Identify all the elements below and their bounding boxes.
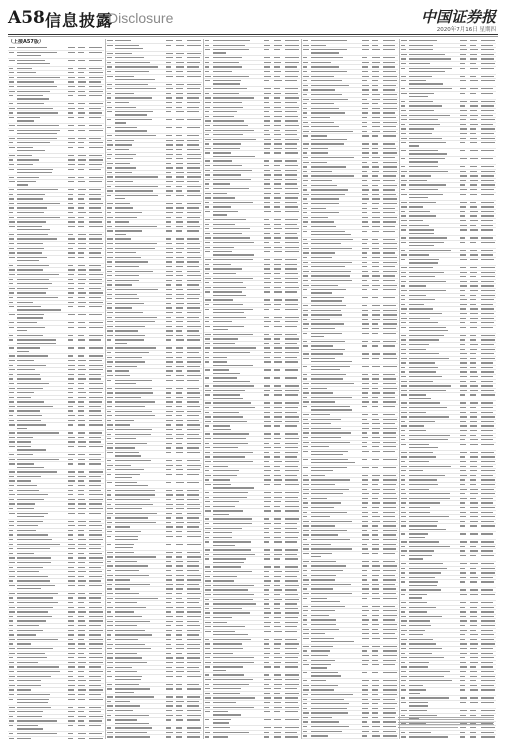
column-divider (301, 39, 302, 739)
table-row (8, 129, 104, 137)
table-row (8, 59, 104, 67)
table-row (8, 305, 104, 313)
table-column (400, 39, 496, 739)
table-row (8, 698, 104, 706)
table-row (204, 79, 300, 87)
notice-line (398, 724, 494, 725)
table-row (400, 524, 496, 532)
table-row (400, 593, 496, 601)
table-row (106, 75, 202, 83)
table-row (8, 256, 104, 264)
header-rule-thin (8, 36, 498, 37)
table-row (302, 365, 398, 373)
table-row (302, 288, 398, 296)
notice-line (398, 727, 458, 728)
table-row (106, 338, 202, 346)
table-row (106, 735, 202, 739)
table-row (204, 483, 300, 491)
table-row (8, 313, 104, 321)
table-row (204, 368, 300, 376)
table-row (400, 228, 496, 236)
table-column (204, 39, 300, 739)
table-row (8, 116, 104, 124)
table-row (204, 540, 300, 548)
table-row (400, 258, 496, 266)
table-row (8, 94, 104, 102)
table-row (302, 296, 398, 304)
page-number: A58 (8, 8, 45, 28)
table-row (400, 735, 496, 739)
column-divider (105, 39, 106, 739)
table-row (204, 308, 300, 316)
table-row (302, 637, 398, 645)
table-row (8, 346, 104, 354)
table-row (106, 118, 202, 126)
header-rule (8, 34, 498, 35)
table-row (8, 584, 104, 592)
table-row (400, 701, 496, 709)
table-row (400, 326, 496, 334)
table-row (106, 126, 202, 134)
continuation-label: （上接A57版） (8, 39, 44, 45)
table-row (400, 67, 496, 75)
table-row (106, 379, 202, 387)
table-row (8, 326, 104, 334)
masthead (8, 6, 498, 34)
table-row (400, 580, 496, 588)
table-row (204, 665, 300, 673)
table-row (302, 552, 398, 560)
table-row (400, 532, 496, 540)
table-row (204, 718, 300, 726)
table-row (204, 393, 300, 401)
table-row (106, 687, 202, 695)
table-row (204, 376, 300, 384)
table-row (400, 393, 496, 401)
table-row (106, 229, 202, 237)
table-row (302, 357, 398, 365)
disclosure-table (8, 39, 498, 739)
table-row (204, 360, 300, 368)
table-row (8, 512, 104, 520)
table-row (8, 445, 104, 453)
table-column (8, 39, 104, 739)
table-row (400, 92, 496, 100)
table-row (302, 344, 398, 352)
table-row (302, 458, 398, 466)
table-row (204, 210, 300, 218)
table-row (8, 146, 104, 154)
table-row (106, 543, 202, 551)
table-row (302, 466, 398, 474)
table-row (106, 535, 202, 543)
table-row (204, 48, 300, 56)
notice-line (398, 717, 494, 718)
newspaper-logo: 中国证券报 (420, 8, 496, 26)
table-row (204, 290, 300, 298)
table-row (204, 325, 300, 333)
table-row (106, 718, 202, 726)
table-row (204, 509, 300, 517)
table-row (302, 597, 398, 605)
table-row (400, 241, 496, 249)
table-row (8, 338, 104, 346)
table-row (106, 110, 202, 118)
table-row (204, 557, 300, 565)
table-row (204, 735, 300, 739)
table-row (106, 451, 202, 459)
table-row (8, 51, 104, 59)
table-row (400, 141, 496, 149)
table-column (106, 39, 202, 739)
table-row (302, 332, 398, 340)
table-row (8, 180, 104, 188)
table-row (8, 423, 104, 431)
table-row (204, 424, 300, 432)
column-divider (203, 39, 204, 739)
table-row (204, 630, 300, 638)
table-row (400, 157, 496, 165)
table-row (204, 151, 300, 159)
issue-date: 2020年7月16日 星期四 (436, 27, 496, 33)
table-row (400, 443, 496, 451)
table-column (302, 39, 398, 739)
table-row (8, 737, 104, 740)
table-row (106, 473, 202, 481)
section-title-en: Disclosure (108, 10, 174, 26)
table-row (204, 710, 300, 718)
notice-line (398, 719, 494, 720)
table-row (106, 194, 202, 202)
table-row (8, 225, 104, 233)
table-row (302, 671, 398, 679)
table-row (204, 250, 300, 258)
table-row (302, 450, 398, 458)
notice-line (398, 722, 494, 723)
table-row (8, 462, 104, 470)
table-row (400, 79, 496, 87)
column-divider (399, 39, 400, 739)
table-row (302, 405, 398, 413)
table-row (302, 663, 398, 671)
table-row (8, 724, 104, 732)
table-row (302, 230, 398, 238)
table-row (106, 44, 202, 52)
table-row (400, 149, 496, 157)
table-row (400, 554, 496, 562)
table-row (400, 193, 496, 201)
table-row (106, 481, 202, 489)
table-row (106, 675, 202, 683)
table-row (400, 688, 496, 696)
section-title-cn: 信息披露 (45, 11, 114, 30)
footer-notice (398, 715, 494, 730)
table-row (8, 168, 104, 176)
table-row (302, 134, 398, 142)
table-row (302, 48, 398, 56)
